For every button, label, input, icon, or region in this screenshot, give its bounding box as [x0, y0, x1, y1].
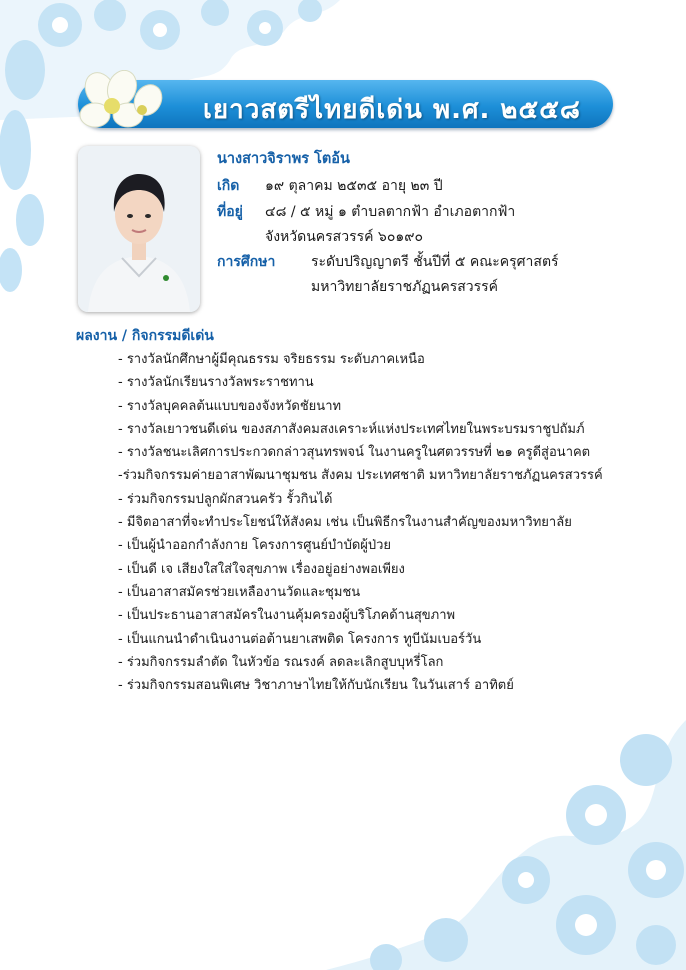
- list-item: - รางวัลบุคคลต้นแบบของจังหวัดชัยนาท: [118, 398, 342, 414]
- address-line-1: ๔๘ / ๕ หมู่ ๑ ตำบลตากฟ้า อำเภอตากฟ้า: [265, 204, 516, 220]
- achievements-list: [118, 348, 638, 697]
- orchid-flower-icon: [70, 70, 170, 140]
- list-item: - รางวัลชนะเลิศการประกวดกล่าวสุนทรพจน์ ในงานครูในศตวรรษที่ ๒๑ ครูดีสู่อนาคต: [118, 445, 591, 461]
- list-item: - เป็นแกนนำดำเนินงานต่อต้านยาเสพติด โครงการ ทูบีนัมเบอร์วัน: [118, 631, 482, 647]
- list-item: - ร่วมกิจกรรมสอนพิเศษ วิชาภาษาไทยให้กับนักเรียน ในวันเสาร์ อาทิตย์: [118, 678, 514, 694]
- address-line-2: จังหวัดนครสวรรค์ ๖๐๑๙๐: [265, 229, 424, 245]
- list-item: - รางวัลนักศึกษาผู้มีคุณธรรม จริยธรรม ระดับภาคเหนือ: [118, 352, 425, 367]
- floral-decoration-bottom: [326, 720, 686, 970]
- list-item: - รางวัลนักเรียนรางวัลพระราชทาน: [118, 375, 314, 391]
- achievements-heading: ผลงาน / กิจกรรมดีเด่น: [76, 328, 214, 344]
- list-item: - รางวัลเยาวชนดีเด่น ของสภาสังคมสงเคราะห์แห่งประเทศไทยในพระบรมราชูปถัมภ์: [118, 421, 585, 437]
- list-item: -ร่วมกิจกรรมค่ายอาสาพัฒนาชุมชน สังคม ประเทศชาติ มหาวิทยาลัยราชภัฏนครสวรรค์: [118, 468, 603, 484]
- person-name: นางสาวจิราพร โตอ้น: [217, 151, 350, 167]
- birth-value: ๑๙ ตุลาคม ๒๕๓๕ อายุ ๒๓ ปี: [265, 178, 443, 194]
- list-item: - เป็นผู้นำออกกำลังกาย โครงการศูนย์บำบัดผู้ป่วย: [118, 538, 392, 554]
- birth-label: เกิด: [217, 178, 240, 194]
- list-item: - เป็นอาสาสมัครช่วยเหลืองานวัดและชุมชน: [118, 584, 361, 600]
- floral-decoration-left: [0, 0, 70, 300]
- list-item: - เป็นประธานอาสาสมัครในงานคุ้มครองผู้บริโภคด้านสุขภาพ: [118, 608, 456, 624]
- list-item: - ร่วมกิจกรรมลำตัด ในหัวข้อ รณรงค์ ลดละเลิกสูบบุหรี่โลก: [118, 654, 444, 670]
- education-line-2: มหาวิทยาลัยราชภัฏนครสวรรค์: [311, 279, 499, 295]
- address-label: ที่อยู่: [217, 204, 243, 220]
- education-label: การศึกษา: [217, 254, 276, 270]
- education-line-1: ระดับปริญญาตรี ชั้นปีที่ ๕ คณะครุศาสตร์: [311, 254, 559, 270]
- list-item: - ร่วมกิจกรรมปลูกผักสวนครัว รั้วกินได้: [118, 491, 333, 507]
- portrait-photo: [78, 146, 200, 312]
- list-item: - มีจิตอาสาที่จะทำประโยชน์ให้สังคม เช่น เป็นพิธีกรในงานสำคัญของมหาวิทยาลัย: [118, 515, 572, 531]
- page-title: เยาวสตรีไทยดีเด่น พ.ศ. ๒๕๕๘: [203, 95, 581, 125]
- list-item: - เป็นดี เจ เสียงใสใส่ใจสุขภาพ เรื่องอยู่อย่างพอเพียง: [118, 561, 405, 577]
